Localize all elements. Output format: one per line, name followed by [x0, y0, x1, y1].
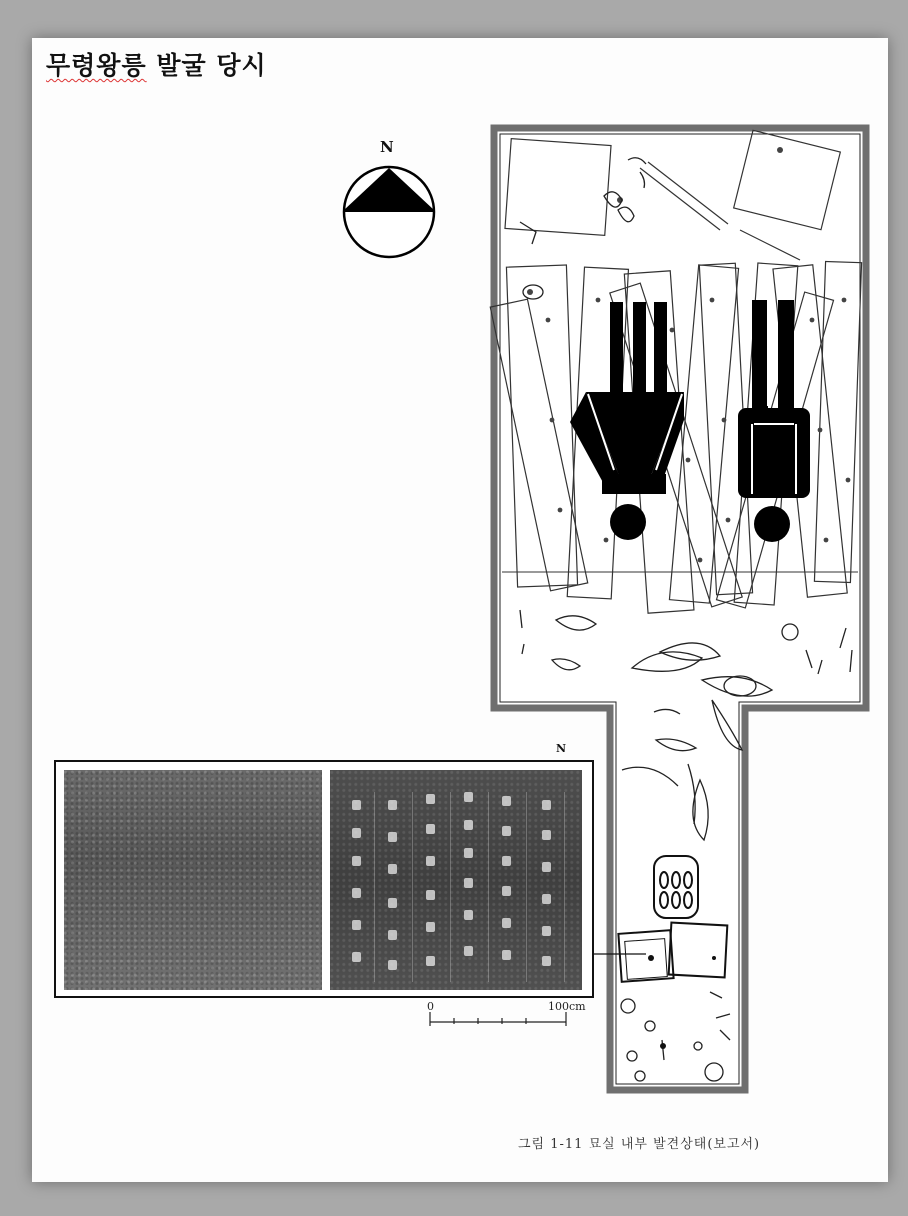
north-arrow-icon: [344, 167, 434, 257]
scale-end-label: 100cm: [548, 1000, 586, 1013]
epitaph-photo-panel: [54, 760, 594, 998]
title-rest: 발굴 당시: [146, 51, 267, 80]
figure-caption: 그림 1-11 묘실 내부 발견상태(보고서): [518, 1137, 761, 1152]
scale-bar: [430, 1012, 566, 1026]
title-spellcheck-word: 무령왕릉: [46, 51, 147, 80]
inset-north-label: N: [556, 742, 567, 755]
compass-north-label: N: [380, 138, 394, 156]
scale-start-label: 0: [427, 1000, 434, 1013]
epitaph-photo-inscription: [330, 770, 582, 990]
epitaph-photo-back: [64, 770, 322, 990]
